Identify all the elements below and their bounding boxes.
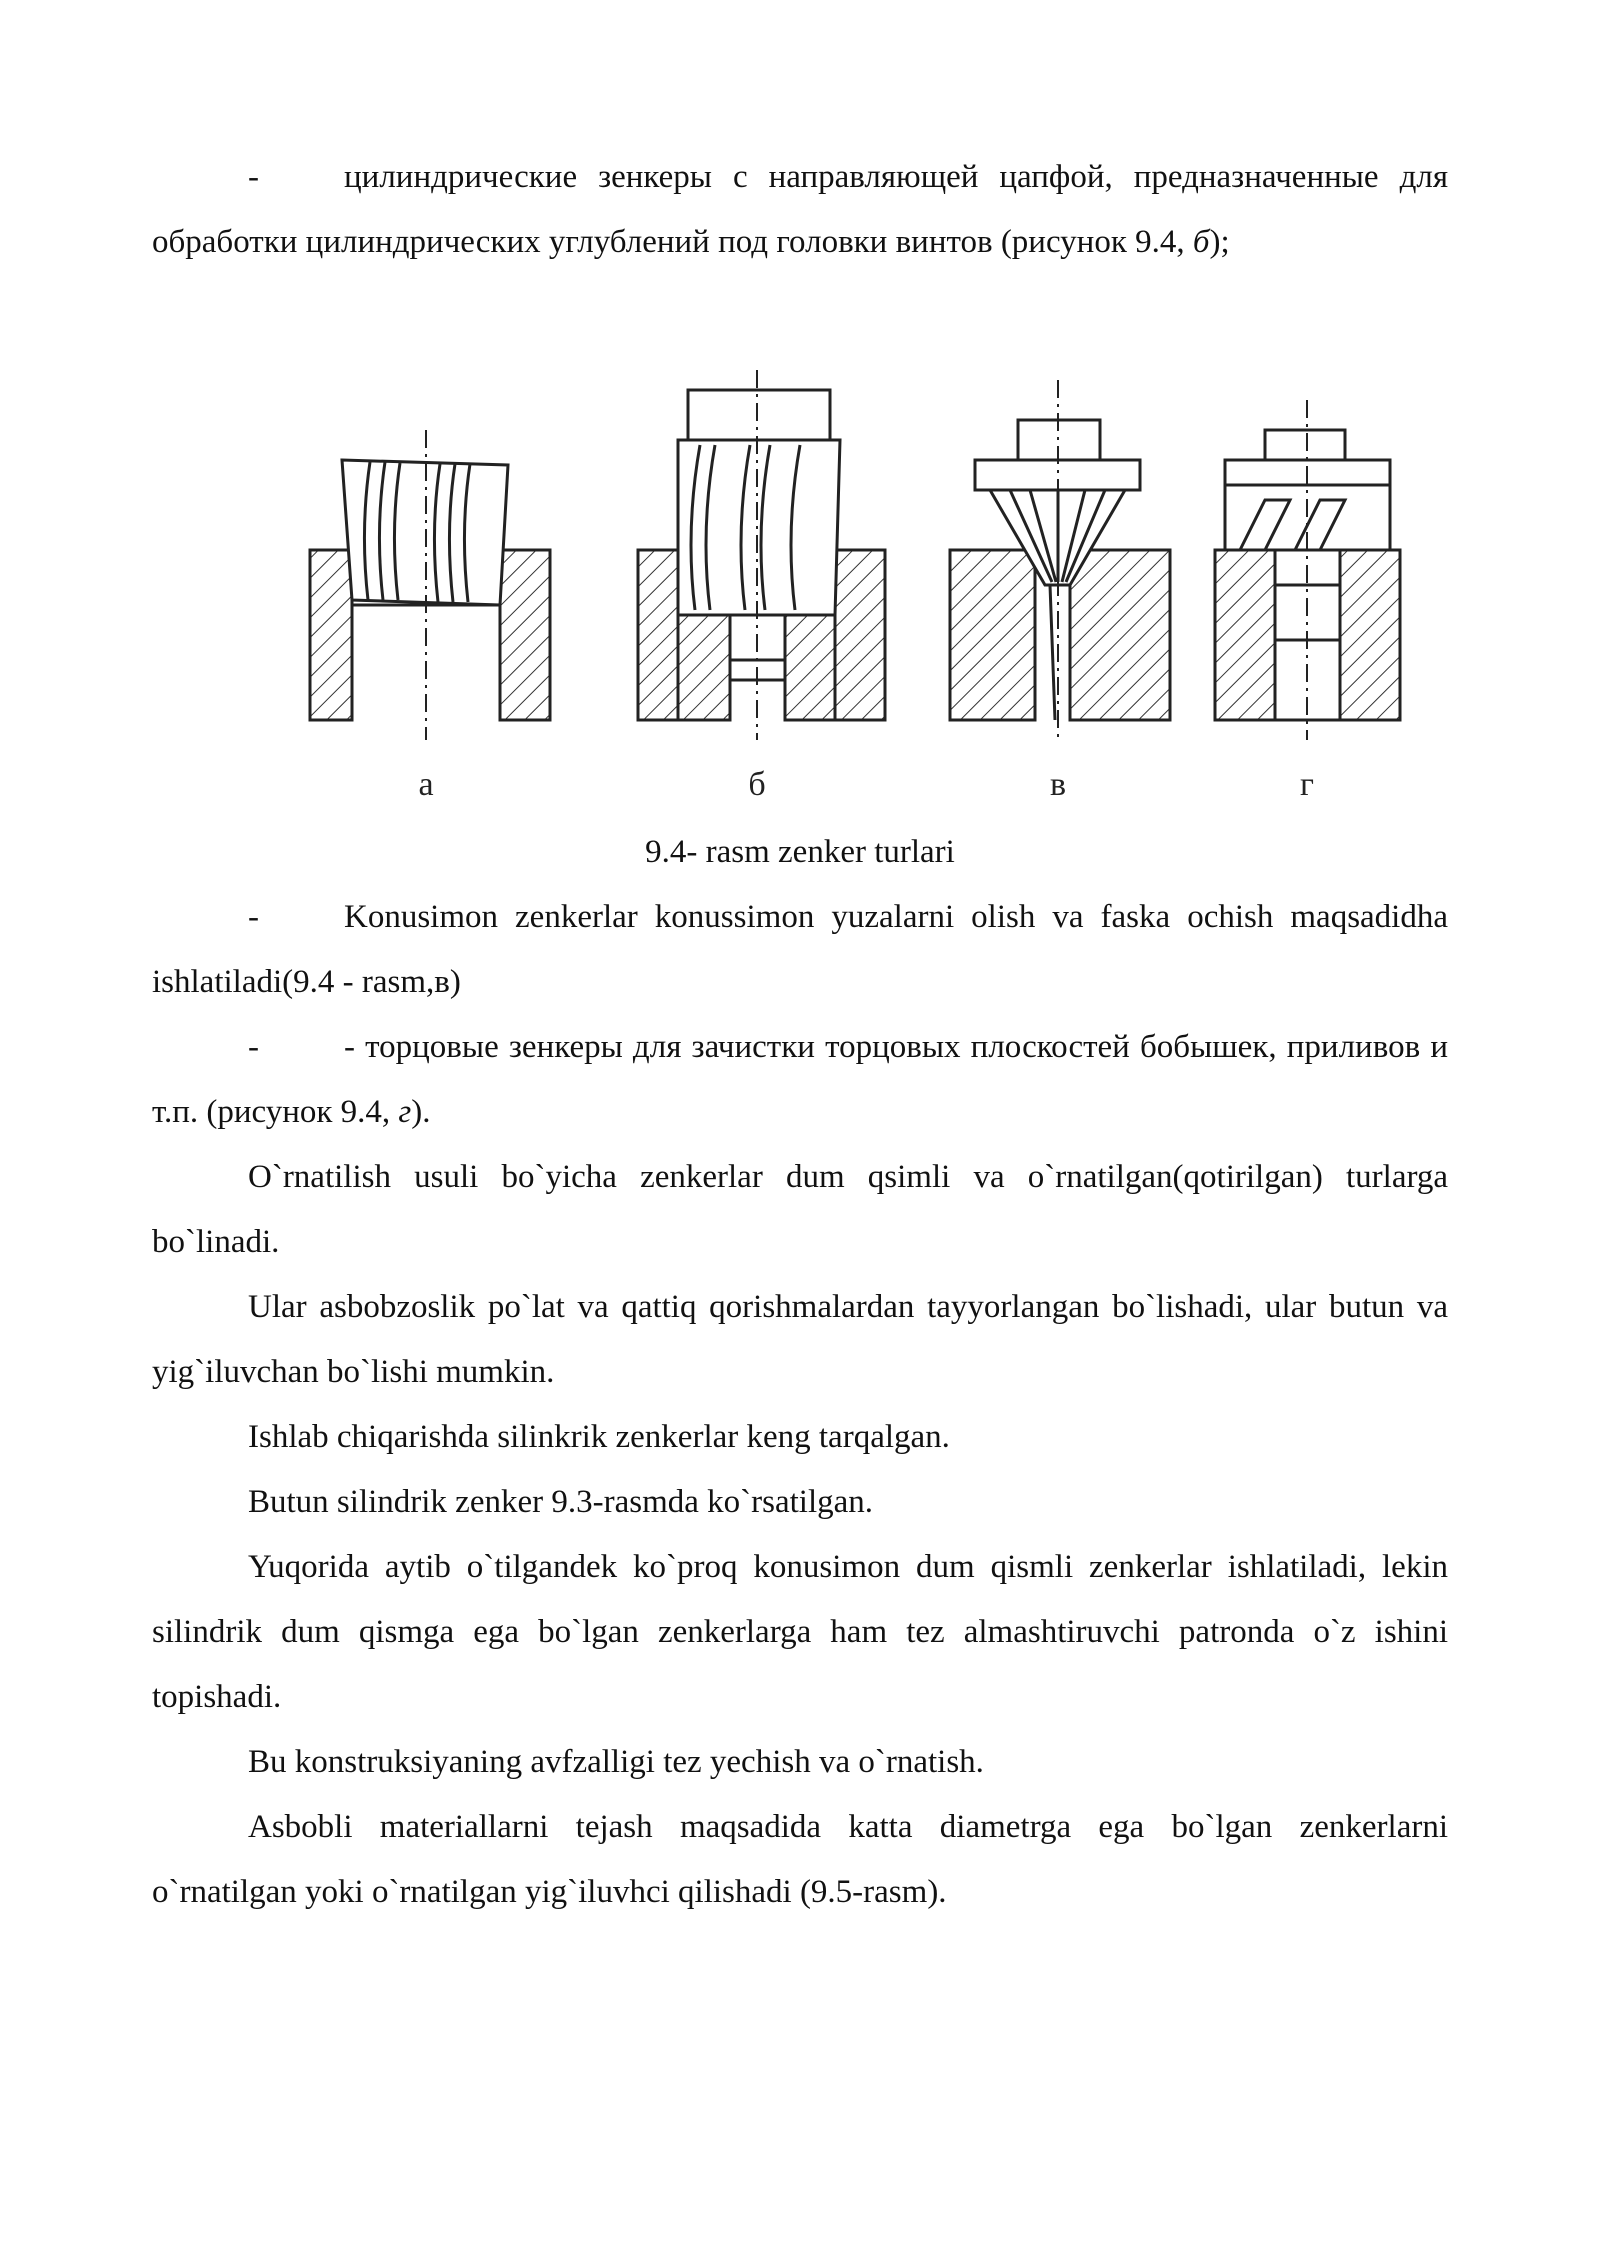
bullet-dash: - (248, 899, 259, 935)
paragraph-figure-reference: Butun silindrik zenker 9.3-rasmda ko`rsatilgan. (248, 1484, 874, 1520)
paragraph-face-counterbores (152, 1015, 1448, 1145)
drawing-g (1215, 400, 1400, 740)
paragraph-conical-counterbores (152, 885, 1448, 1015)
paragraph-italic: г (398, 1094, 412, 1130)
bullet-dash: - (248, 159, 259, 195)
figure-label-v: в (1049, 766, 1067, 803)
paragraph-text-end: ); (1209, 224, 1230, 260)
paragraph-italic: б (1192, 224, 1210, 260)
paragraph-text: цилиндрические зенкеры с направляющей цапфой, предназначенные для обработки цилиндрических углублений под головки винтов (рисунок 9.4, (152, 159, 1448, 260)
bottom-text-block (152, 885, 1448, 1925)
top-text-block (152, 145, 1448, 275)
paragraph-materials: Ular asbobzoslik po`lat va qattiq qorishmalardan tayyorlangan bo`lishadi, ular butun va yig`iluvchan bo`lishi mumkin. (152, 1289, 1448, 1390)
figure-counterbore-types (290, 360, 1410, 810)
figure-label-g: г (1300, 766, 1314, 803)
figure-label-b: б (748, 766, 766, 803)
paragraph-mounting: O`rnatilish usuli bo`yicha zenkerlar dum qsimli va o`rnatilgan(qotirilgan) turlarga bo`linadi. (152, 1159, 1448, 1260)
bullet-dash: - (248, 1029, 259, 1065)
figure-label-a: а (418, 766, 434, 803)
figure-caption: 9.4- rasm zenker turlari (645, 834, 955, 870)
paragraph-cylindrical-counterbores (152, 145, 1448, 275)
paragraph-text: Konusimon zenkerlar konussimon yuzalarni olish va faska ochish maqsadidha ishlatiladi(9.4 - rasm,в) (152, 899, 1448, 1000)
paragraph-shank-types: Yuqorida aytib o`tilgandek ko`proq konusimon dum qismli zenkerlar ishlatiladi, lekin silindrik dum qismga ega bo`lgan zenkerlarga ham tez almashtiruvchi patronda o`z ishini topishadi. (152, 1549, 1448, 1715)
counterbore-drawings (290, 360, 1410, 810)
paragraph-text: - торцовые зенкеры для зачистки торцовых плоскостей бобышек, приливов и т.п. (рисунок 9.4, (152, 1029, 1448, 1130)
paragraph-saving: Asbobli materiallarni tejash maqsadida katta diametrga ega bo`lgan zenkerlarni o`rnatilgan yoki o`rnatilgan yig`iluvhci qilishadi (9.5-rasm). (152, 1809, 1448, 1910)
drawing-v (950, 380, 1170, 740)
paragraph-production: Ishlab chiqarishda silinkrik zenkerlar keng tarqalgan. (248, 1419, 950, 1455)
drawing-b (638, 370, 885, 740)
drawing-a (310, 430, 550, 740)
paragraph-text-end: ). (411, 1094, 431, 1130)
paragraph-advantage: Bu konstruksiyaning avfzalligi tez yechish va o`rnatish. (248, 1744, 984, 1780)
